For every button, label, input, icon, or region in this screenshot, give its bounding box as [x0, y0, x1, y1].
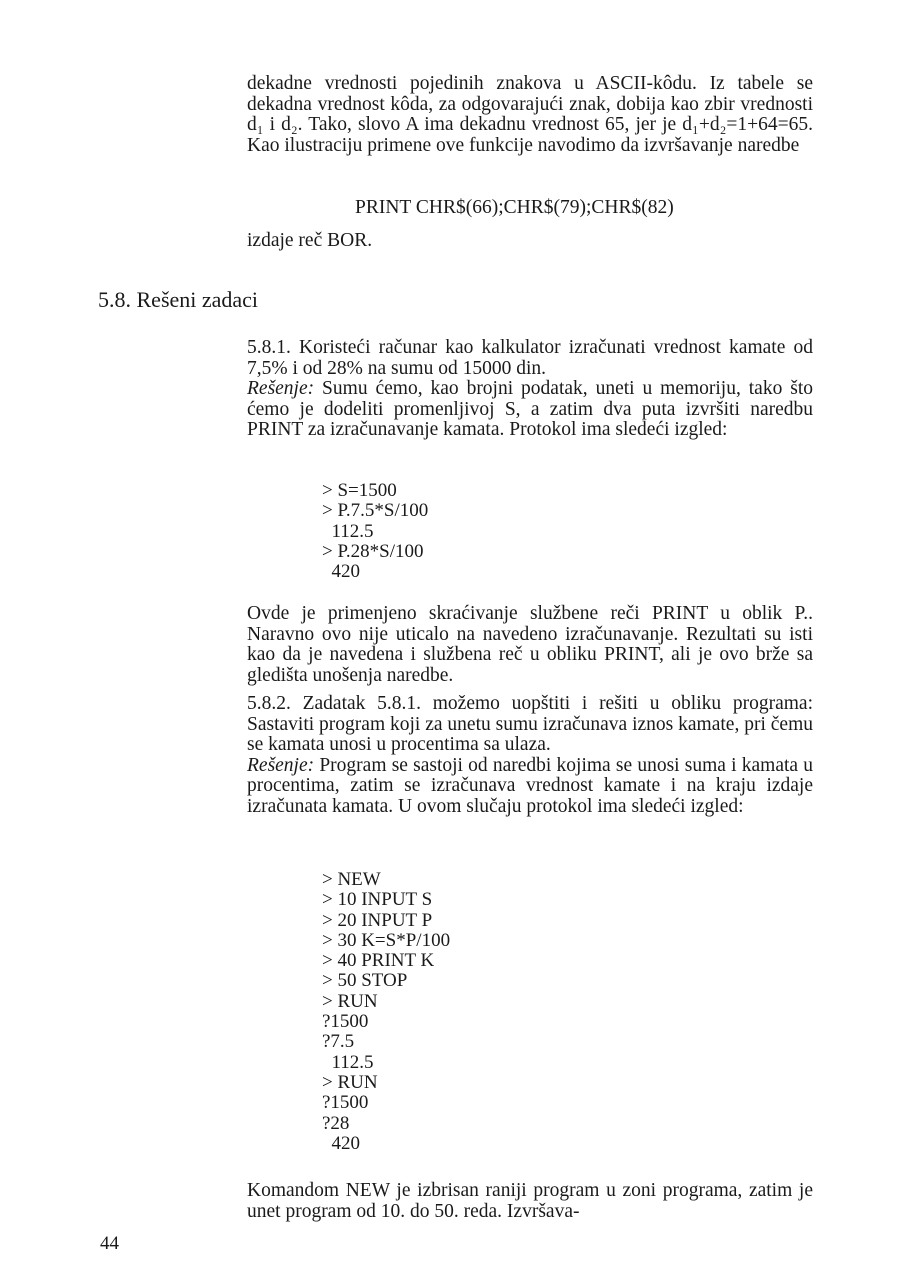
- task-1-solution-text: Sumu ćemo, kao brojni podatak, uneti u memoriju, tako što ćemo je dodeliti promenljivoj S, a zatim dva puta izvršiti naredbu PRINT za izračunavanje kamata. Protokol ima sledeći izgled:: [247, 378, 813, 440]
- intro-result-block: [247, 231, 813, 252]
- intro-paragraph: dekadne vrednosti pojedinih znakova u ASCII-kôdu. Iz tabele se dekadna vrednost kôda, za odgovarajući znak, dobija kao zbir vrednosti d₁ i d₂. Tako, slovo A ima dekadnu vrednost 65, jer je d₁+d₂=1+64=65. Kao ilustraciju primene ove funkcije navodimo da izvršavanje naredbe: [247, 73, 813, 156]
- task-2-solution-label: Rešenje:: [247, 754, 315, 776]
- closing-block: [247, 1181, 813, 1222]
- task-2-block: [247, 694, 813, 817]
- task-1-solution-label: Rešenje:: [247, 378, 315, 399]
- task-2-solution-text: Program se sastoji od naredbi kojima se unosi suma i kamata u procentima, zatim se izračunava vrednost kamate i na kraju izdaje izračunata kamata. U ovom slučaju protokol ima sledeći izgled:: [247, 754, 813, 817]
- closing-paragraph: Komandom NEW je izbrisan raniji program u zoni programa, zatim je unet program od 10. do 50. reda. Izvršava-: [247, 1180, 813, 1222]
- section-heading: 5.8. Rešeni zadaci: [98, 287, 259, 312]
- task-2-code-listing: > NEW > 10 INPUT S > 20 INPUT P > 30 K=S*P/100 > 40 PRINT K > 50 STOP > RUN ?1500 ?7.5 112.5 > RUN ?1500 ?28 420: [322, 869, 451, 1154]
- task-1-note-block: [247, 604, 813, 686]
- task-1-statement: 5.8.1. Koristeći računar kao kalkulator izračunati vrednost kamate od 7,5% i od 28% na sumu od 15000 din.: [247, 337, 813, 379]
- intro-result: izdaje reč BOR.: [247, 230, 373, 251]
- task-1-code-listing: > S=1500 > P.7.5*S/100 112.5 > P.28*S/100 420: [322, 480, 429, 583]
- task-1-block: [247, 338, 813, 441]
- task-1-note: Ovde je primenjeno skraćivanje službene reči PRINT u oblik P.. Naravno ovo nije uticalo na navedeno izračunavanje. Rezultati su isti kao da je navedena i službena reč u obliku PRINT, ali je ovo brže sa gledišta unošenja naredbe.: [247, 603, 813, 686]
- intro-code-line: PRINT CHR$(66);CHR$(79);CHR$(82): [355, 197, 674, 218]
- task-2-statement: 5.8.2. Zadatak 5.8.1. možemo uopštiti i rešiti u obliku programa: Sastaviti program koji za unetu sumu izračunava iznos kamate, pri čemu se kamata unosi u procentima sa ulaza.: [247, 693, 813, 755]
- intro-block: [247, 74, 813, 156]
- task-2-solution: [247, 756, 813, 818]
- page-number: 44: [100, 1233, 119, 1254]
- task-1-solution: [247, 379, 813, 441]
